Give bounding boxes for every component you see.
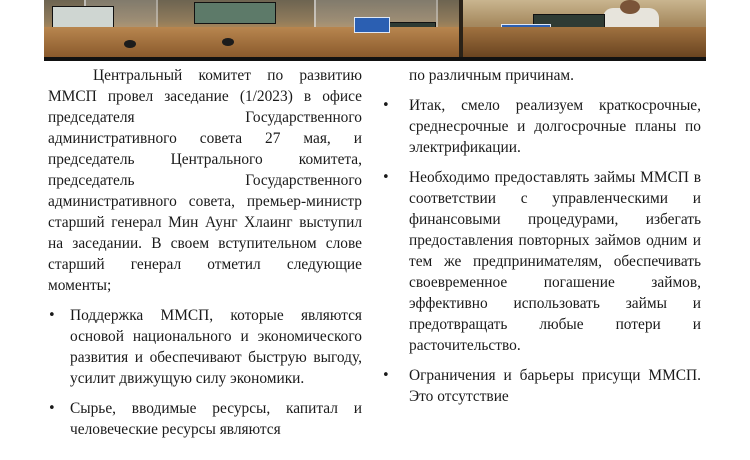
bullet-icon: • xyxy=(48,401,56,416)
photo-border xyxy=(44,57,706,61)
list-item xyxy=(382,95,701,158)
nameplate xyxy=(354,17,390,33)
list-item-text: Итак, смело реализуем краткосрочные, среднесрочные и долгосрочные планы по электрификации. xyxy=(409,97,701,156)
left-bullet-list xyxy=(48,305,362,440)
right-bullet-list xyxy=(382,95,701,407)
continuation-text: по различным причинам. xyxy=(409,67,575,84)
list-item xyxy=(48,305,362,389)
list-item xyxy=(48,398,362,440)
list-item xyxy=(382,365,701,407)
list-item xyxy=(382,167,701,356)
right-column xyxy=(382,65,701,407)
photo-strip xyxy=(44,0,706,61)
desk xyxy=(44,27,459,57)
intro-paragraph: Центральный комитет по развитию ММСП провел заседание (1/2023) в офисе председателя Государственного административного совета 27 мая, и председатель Центрального комитета, председатель Государственного административного совета, премьер-министр старший генерал Мин Аунг Хлаинг выступил на заседании. В своем вступительном слове старший генерал отметил следующие моменты; xyxy=(48,67,362,294)
bullet-icon: • xyxy=(382,170,390,185)
list-item-text: Необходимо предоставлять займы ММСП в соответствии с управленческими и финансовыми процедурами, избегать предоставления повторных займов одним и тем же предпринимателям, обеспечивать своевременное погашение займов, эффективно использовать займы и предотвращать любые потери и расточительство. xyxy=(409,169,701,354)
meeting-photo-left xyxy=(44,0,459,57)
microphone-icon xyxy=(124,40,136,48)
list-item-text: Сырье, вводимые ресурсы, капитал и человеческие ресурсы являются xyxy=(70,400,362,438)
left-column xyxy=(48,65,362,440)
bullet-icon: • xyxy=(382,368,390,383)
desk xyxy=(463,27,706,57)
bullet-icon: • xyxy=(382,98,390,113)
list-item-text: Ограничения и барьеры присущи ММСП. Это отсутствие xyxy=(409,367,701,405)
person-head xyxy=(620,0,640,14)
list-item-text: Поддержка ММСП, которые являются основой национального и экономического развития и обеспечивают быструю выгоду, усилит движущую силу экономики. xyxy=(70,307,362,387)
desk-screen xyxy=(194,2,276,24)
meeting-photo-right xyxy=(463,0,706,57)
microphone-icon xyxy=(222,38,234,46)
bullet-icon: • xyxy=(48,308,56,323)
